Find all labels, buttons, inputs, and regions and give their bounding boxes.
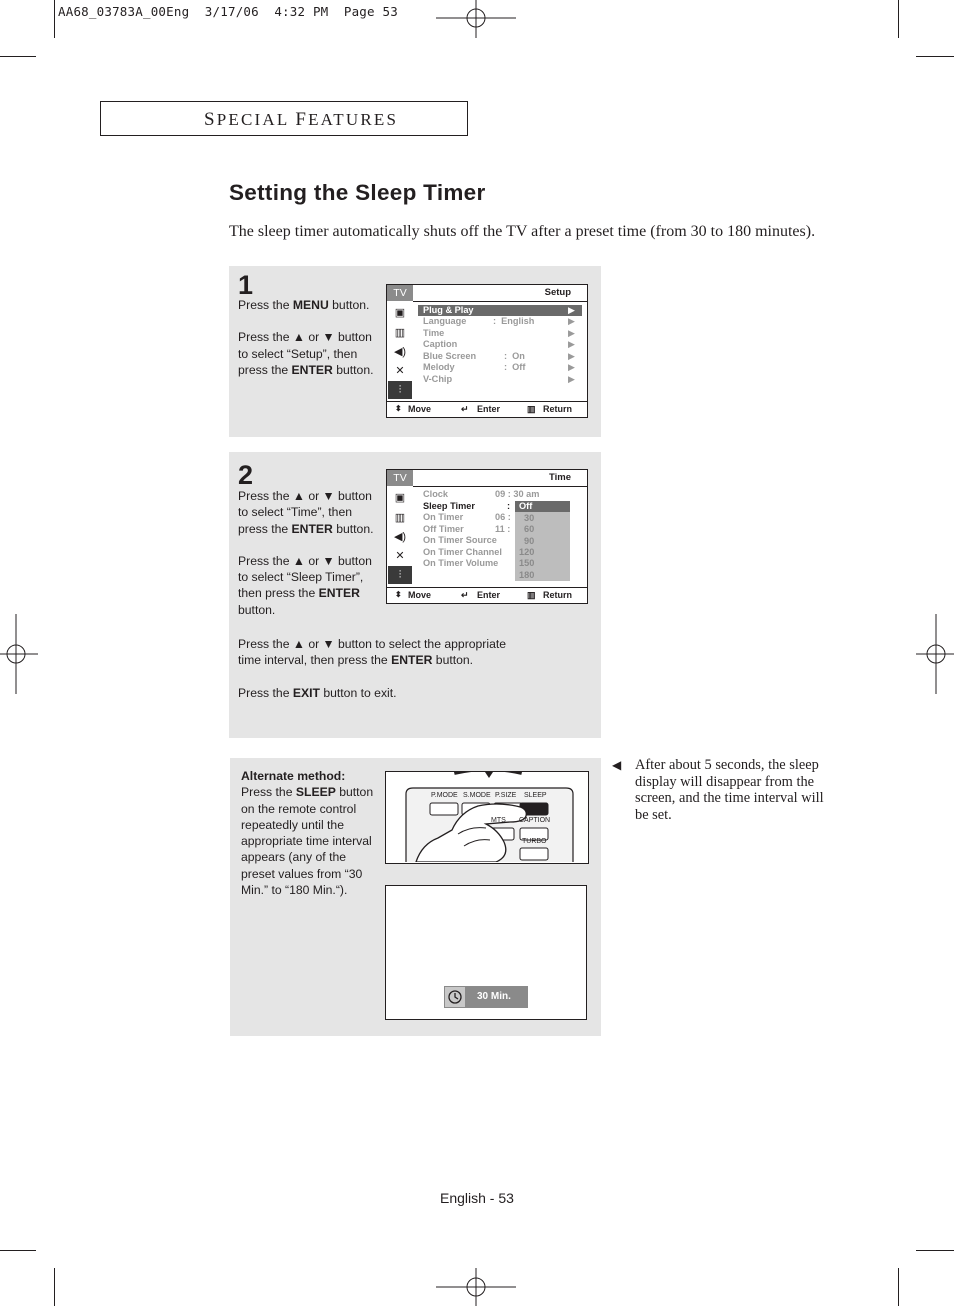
speaker-icon: ◀) [393, 345, 407, 358]
enter-label: Enter [477, 590, 501, 600]
remote-label-turbo: TURBO [522, 838, 547, 845]
arrow-right-icon: ▶ [568, 305, 575, 315]
step-number: 2 [238, 460, 254, 490]
crop-mark [898, 1268, 899, 1306]
tv-label: TV [387, 285, 413, 301]
dropdown-option: 90 [524, 536, 535, 546]
tv-label: TV [387, 470, 413, 486]
pointer-arrow-icon: ◀ [612, 758, 622, 772]
dropdown-option: 150 [519, 558, 535, 568]
remote-label-smode: S.MODE [463, 792, 491, 799]
section-header [100, 101, 468, 136]
arrow-right-icon: ▶ [568, 328, 575, 338]
alternate-instructions: Alternate method: Press the SLEEP button on the remote control repeatedly until the appropriate time interval appears (any of the preset values from “30 Min.” to “180 Min.“). [241, 769, 374, 898]
speaker-icon: ◀) [393, 530, 407, 543]
remote-drawing [386, 772, 587, 862]
dropdown-option: 60 [524, 524, 535, 534]
sound-icon: ▥ [394, 511, 406, 524]
osd-heading: Time [548, 472, 571, 483]
return-icon: ▥ [527, 404, 536, 414]
menu-item-on-timer-source: On Timer Source [423, 535, 497, 545]
return-icon: ▥ [527, 590, 536, 600]
menu-item-v-chip: V-Chip [423, 374, 453, 384]
osd-heading: Setup [544, 287, 571, 298]
setup-icon: ⫶ [388, 381, 412, 399]
intro-text: The sleep timer automatically shuts off the TV after a preset time (from 30 to 180 minutes). [229, 223, 816, 240]
move-icon: ⬍ [395, 404, 402, 413]
picture-icon: ▣ [394, 306, 406, 319]
remote-control-illustration [385, 771, 589, 864]
alternate-method-panel [230, 758, 601, 1036]
arrow-right-icon: ▶ [568, 374, 575, 384]
menu-item-melody: Melody [423, 362, 455, 372]
page-title: Setting the Sleep Timer [229, 180, 486, 205]
arrow-right-icon: ▶ [568, 362, 575, 372]
print-slug: AA68_03783A_00Eng 3/17/06 4:32 PM Page 53 [58, 4, 398, 19]
menu-item-time: Time [423, 328, 445, 338]
step-2-panel [229, 452, 601, 738]
dropdown-option: Off [519, 501, 533, 511]
registration-mark-top [436, 0, 516, 40]
step-1-instructions: Press the MENU button. Press the ▲ or ▼ button to select “Setup”, then press the ENTER button. [238, 298, 374, 377]
menu-value-clock: 09 : 30 am [495, 489, 540, 499]
menu-item-on-timer-channel: On Timer Channel [423, 547, 502, 557]
return-label: Return [543, 404, 572, 414]
remote-label-sleep: SLEEP [524, 792, 547, 799]
channel-icon: ✕ [395, 549, 405, 562]
enter-label: Enter [477, 404, 501, 414]
move-label: Move [408, 590, 432, 600]
menu-item-language: Language [423, 316, 467, 326]
setup-menu-screen [386, 284, 588, 418]
osd-footer [387, 401, 587, 417]
arrow-right-icon: ▶ [568, 316, 575, 326]
picture-icon: ▣ [394, 491, 406, 504]
step-2-instructions: Press the ▲ or ▼ button to select “Time”, then press the ENTER button. Press the ▲ or ▼ button to select “Sleep Timer”, then press the ENTER button. [238, 489, 374, 617]
sound-icon: ▥ [394, 326, 406, 339]
menu-item-off-timer: Off Timer [423, 524, 464, 534]
enter-icon: ↵ [461, 590, 469, 600]
menu-item-clock: Clock [423, 489, 449, 499]
registration-mark-right [916, 614, 954, 694]
time-menu-screen [386, 469, 588, 604]
registration-mark-bottom [436, 1268, 516, 1306]
crop-mark [916, 1250, 954, 1251]
dropdown-option: 180 [519, 570, 535, 580]
alternate-heading: Alternate method: [241, 769, 346, 783]
step-1-panel [229, 266, 601, 437]
section-word-2: EATURES [308, 110, 399, 129]
remote-label-caption: CAPTION [519, 817, 551, 824]
menu-value-melody: : Off [504, 362, 526, 372]
step-number: 1 [238, 270, 254, 300]
setup-icon: ⫶ [388, 566, 412, 584]
sleep-display-box [444, 986, 528, 1008]
crop-mark [0, 56, 36, 57]
menu-value-language: : English [493, 316, 535, 326]
menu-item-sleep-timer: Sleep Timer [423, 501, 475, 511]
side-note: After about 5 seconds, the sleep display will disappear from the screen, and the time interval will be set. [635, 757, 824, 823]
move-label: Move [408, 404, 432, 414]
menu-item-plug-play: Plug & Play [423, 305, 474, 315]
remote-label-psize: P.SIZE [495, 792, 517, 799]
dropdown-option: 120 [519, 547, 535, 557]
crop-mark [54, 1268, 55, 1306]
arrow-right-icon: ▶ [568, 339, 575, 349]
dropdown-option: 30 [524, 513, 535, 523]
enter-icon: ↵ [461, 404, 469, 414]
section-initial-f: F [295, 109, 309, 130]
section-word-1: PECIAL [216, 110, 296, 129]
menu-value-off-timer: 11 : [495, 524, 511, 534]
sleep-timer-dropdown [515, 501, 570, 581]
sleep-display-text: 30 Min. [477, 991, 511, 1002]
clock-icon [445, 987, 465, 1007]
crop-mark [916, 56, 954, 57]
arrow-right-icon: ▶ [568, 351, 575, 361]
section-initial-s: S [204, 109, 217, 130]
crop-mark [0, 1250, 36, 1251]
move-icon: ⬍ [395, 590, 402, 599]
step-2-instructions-continued: Press the ▲ or ▼ button to select the appropriate time interval, then press the ENTER button. Press the EXIT button to exit. [238, 637, 507, 700]
menu-item-caption: Caption [423, 339, 458, 349]
menu-item-on-timer-volume: On Timer Volume [423, 558, 499, 568]
remote-label-pmode: P.MODE [431, 792, 458, 799]
registration-mark-left [0, 614, 38, 694]
remote-label-mts: MTS [491, 817, 506, 824]
osd-footer [387, 587, 587, 603]
menu-item-blue-screen: Blue Screen [423, 351, 477, 361]
menu-value-on-timer: 06 : [495, 512, 511, 522]
clock-icon-box [445, 987, 465, 1007]
sleep-display-screen [385, 885, 587, 1020]
menu-value-sleep-timer: : [507, 501, 511, 511]
return-label: Return [543, 590, 572, 600]
crop-mark [54, 0, 55, 38]
page-number: English - 53 [440, 1190, 514, 1206]
channel-icon: ✕ [395, 364, 405, 377]
menu-item-on-timer: On Timer [423, 512, 464, 522]
crop-mark [898, 0, 899, 38]
menu-value-blue-screen: : On [504, 351, 525, 361]
